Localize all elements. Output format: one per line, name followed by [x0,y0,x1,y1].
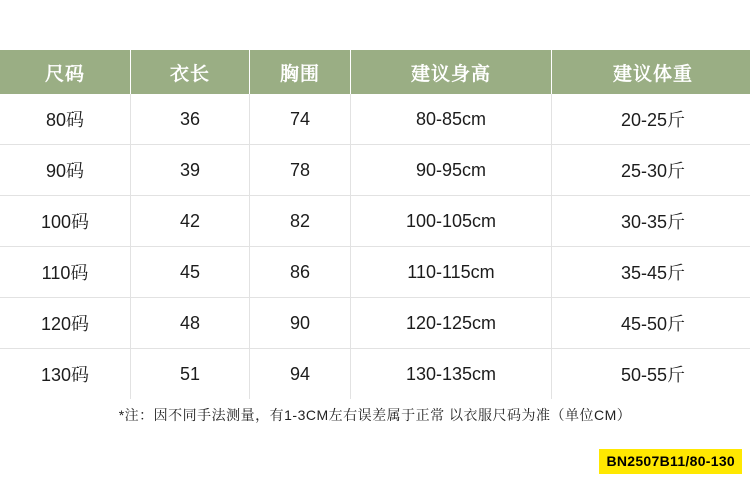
table-row [0,298,750,349]
cell-size: 80码 [0,94,131,145]
cell-height: 110-115cm [351,247,552,298]
cell-height: 120-125cm [351,298,552,349]
cell-height: 80-85cm [351,94,552,145]
cell-size: 100码 [0,196,131,247]
header-row [0,50,750,94]
table-row [0,196,750,247]
column-header-height: 建议身高 [351,50,552,94]
column-header-weight: 建议体重 [552,50,750,94]
cell-height: 90-95cm [351,145,552,196]
cell-height: 130-135cm [351,349,552,400]
cell-size: 110码 [0,247,131,298]
cell-bust: 82 [250,196,351,247]
cell-weight: 30-35斤 [552,196,750,247]
size-table-body [0,94,750,399]
cell-length: 42 [131,196,250,247]
cell-weight: 45-50斤 [552,298,750,349]
column-header-size: 尺码 [0,50,131,94]
cell-weight: 50-55斤 [552,349,750,400]
cell-weight: 25-30斤 [552,145,750,196]
column-header-length: 衣长 [131,50,250,94]
cell-length: 45 [131,247,250,298]
product-code-badge: BN2507B11/80-130 [599,449,742,474]
cell-length: 36 [131,94,250,145]
size-table [0,50,750,399]
cell-weight: 20-25斤 [552,94,750,145]
cell-bust: 78 [250,145,351,196]
measurement-note: *注：因不同手法测量，有1-3CM左右误差属于正常 以衣服尺码为准（单位CM） [118,407,632,423]
cell-size: 130码 [0,349,131,400]
cell-bust: 86 [250,247,351,298]
table-row [0,94,750,145]
cell-length: 51 [131,349,250,400]
cell-length: 48 [131,298,250,349]
table-row [0,349,750,400]
cell-bust: 94 [250,349,351,400]
cell-height: 100-105cm [351,196,552,247]
column-header-bust: 胸围 [250,50,351,94]
cell-weight: 35-45斤 [552,247,750,298]
table-row [0,247,750,298]
cell-bust: 74 [250,94,351,145]
size-table-header [0,50,750,94]
cell-size: 120码 [0,298,131,349]
cell-length: 39 [131,145,250,196]
cell-size: 90码 [0,145,131,196]
cell-bust: 90 [250,298,351,349]
table-row [0,145,750,196]
